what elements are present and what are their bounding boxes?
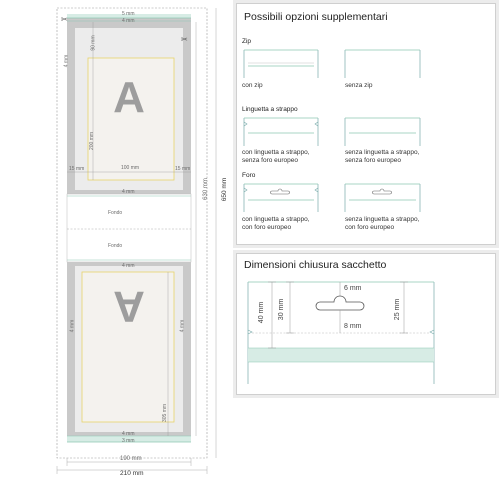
closure-dim-6mm: 6 mm <box>344 285 362 292</box>
letter-a-bottom: A <box>113 282 145 331</box>
dim-bottom-3mm: 3 mm <box>122 438 135 444</box>
options-title: Possibili opzioni supplementari <box>244 11 388 23</box>
letter-a-top: A <box>113 73 145 122</box>
dim-15mm-right: 15 mm <box>175 166 191 172</box>
caption-ling-con-line1: con linguetta a strappo, <box>242 149 310 156</box>
caption-foro-senza-line2: con foro europeo <box>345 224 395 231</box>
dim-width-210mm: 210 mm <box>120 470 144 477</box>
fondo-label-2: Fondo <box>108 243 123 249</box>
caption-ling-con-line2: senza foro europeo <box>242 157 299 164</box>
dim-100mm: 100 mm <box>121 165 140 171</box>
scissors-icon: ✂ <box>61 15 68 24</box>
closure-zip-band <box>248 348 434 362</box>
dim-200mm: 200 mm <box>89 131 96 151</box>
caption-senza-zip: senza zip <box>345 82 373 89</box>
dim-bottom-lower-4mm: 4 mm <box>122 431 135 437</box>
euro-hang-hole <box>316 296 364 310</box>
dim-height-650mm: 650 mm <box>221 177 229 202</box>
dim-lower-left-4mm: 4 mm <box>69 319 76 333</box>
closure-dim-30mm: 30 mm <box>278 298 286 321</box>
dim-305mm: 305 mm <box>162 403 169 423</box>
caption-foro-con-line2: con foro europeo <box>242 224 292 231</box>
closure-dim-25mm: 25 mm <box>394 298 402 321</box>
caption-con-zip: con zip <box>242 82 263 89</box>
dim-lower-right-4mm: 4 mm <box>179 319 186 333</box>
dim-top-5mm: 5 mm <box>122 11 135 17</box>
closure-dim-8mm: 8 mm <box>344 323 362 330</box>
dim-top-4mm: 4 mm <box>122 18 135 24</box>
dim-90mm: 90 mm <box>90 35 97 51</box>
zip-section-title: Zip <box>242 38 252 45</box>
dim-height-630mm: 630 mm <box>202 178 209 200</box>
dim-bottom-4mm: 4 mm <box>122 189 135 195</box>
foro-section-title: Foro <box>242 172 256 179</box>
closure-dim-40mm: 40 mm <box>258 301 266 324</box>
linguetta-section-title: Linguetta a strappo <box>242 106 298 113</box>
fondo-label-1: Fondo <box>108 210 123 216</box>
dim-15mm-left: 15 mm <box>69 166 85 172</box>
caption-foro-con-line1: con linguetta a strappo, <box>242 216 310 223</box>
dim-mid-4mm: 4 mm <box>122 263 135 269</box>
scissors-icon: ✂ <box>181 35 188 44</box>
closure-title: Dimensioni chiusura sacchetto <box>244 259 387 271</box>
caption-ling-senza-line1: senza linguetta a strappo, <box>345 149 420 156</box>
caption-ling-senza-line2: senza foro europeo <box>345 157 402 164</box>
dim-width-190mm: 190 mm <box>120 456 142 462</box>
caption-foro-senza-line1: senza linguetta a strappo, <box>345 216 420 223</box>
dim-side-4mm: 4 mm <box>63 54 70 68</box>
